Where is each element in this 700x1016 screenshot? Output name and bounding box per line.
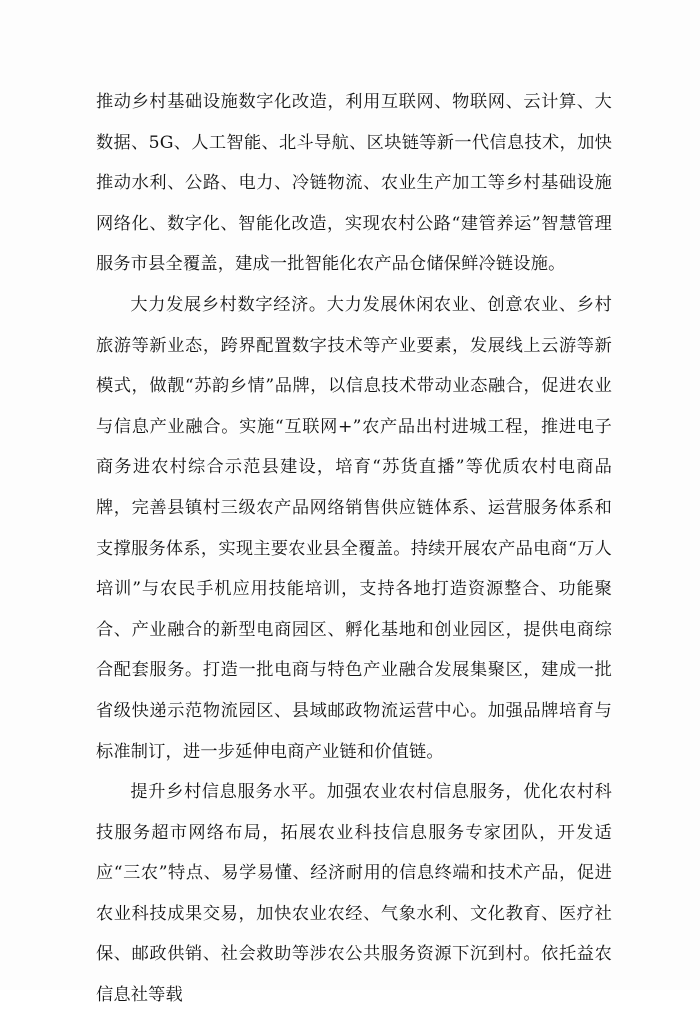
paragraph-2: 大力发展乡村数字经济。大力发展休闲农业、创意农业、乡村旅游等新业态，跨界配置数字技术等产业要素，发展线上云游等新模式，做靓“苏韵乡情”品牌，以信息技术带动业态融合，促进农业与信息产业融合。实施“互联网+”农产品出村进城工程，推进电子商务进农村综合示范县建设，培育“苏货直播”等优质农村电商品牌，完善县镇村三级农产品网络销售供应链体系、运营服务体系和支撑服务体系，实现主要农业县全覆盖。持续开展农产品电商“万人培训”与农民手机应用技能培训，支持各地打造资源整合、功能聚合、产业融合的新型电商园区、孵化基地和创业园区，提供电商综合配套服务。打造一批电商与特色产业融合发展集聚区，建成一批省级快递示范物流园区、县域邮政物流运营中心。加强品牌培育与标准制订，进一步延伸电商产业链和价值链。 [96,294,612,762]
paragraph-3: 提升乡村信息服务水平。加强农业农村信息服务，优化农村科技服务超市网络布局，拓展农业科技信息服务专家团队，开发适应“三农”特点、易学易懂、经济耐用的信息终端和技术产品，促进农业科技成果交易，加快农业农经、气象水利、文化教育、医疗社保、邮政供销、社会救助等涉农公共服务资源下沉到村。依托益农信息社等载 [96,782,612,1006]
paragraph-1: 推动乡村基础设施数字化改造，利用互联网、物联网、云计算、大数据、5G、人工智能、北斗导航、区块链等新一代信息技术，加快推动水利、公路、电力、冷链物流、农业生产加工等乡村基础设施网络化、数字化、智能化改造，实现农村公路“建管养运”智慧管理服务市县全覆盖，建成一批智能化农产品仓储保鲜冷链设施。 [96,92,612,275]
document-body [96,82,612,1016]
